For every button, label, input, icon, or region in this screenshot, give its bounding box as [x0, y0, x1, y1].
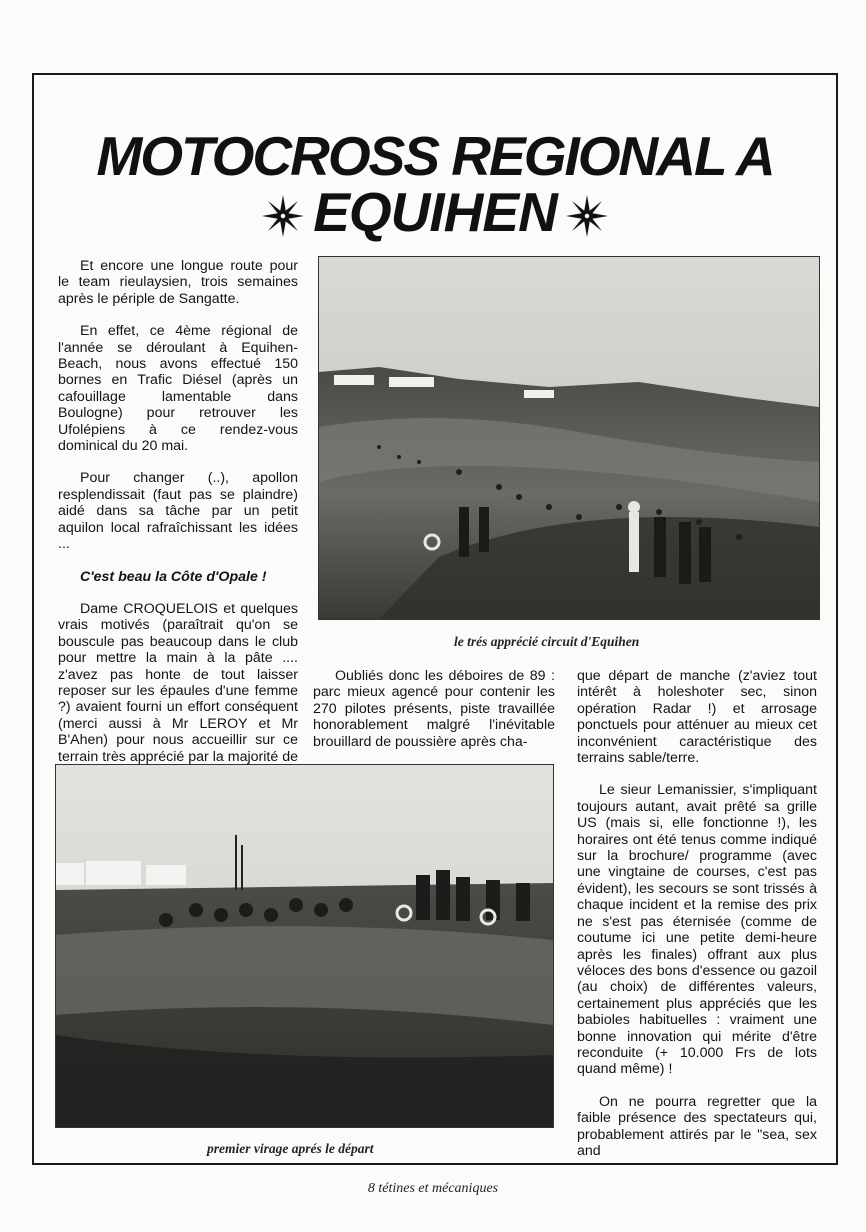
column-left — [58, 258, 298, 814]
first-turn-photo-image — [56, 765, 553, 1127]
paragraph: Pour changer (..), apollon resplendissait (faut pas se plaindre) aidé dans sa tâche par un petit aquilon local rafraîchissant les idées ... — [58, 470, 298, 553]
paragraph: Le sieur Lemanissier, s'impliquant toujours autant, avait prêté sa grille US (mais si, elle fonctionne !), les horaires ont été tenus comme indiqué sur la brochure/ programme (avec une vingtaine de courses, c'est pas évident), les secours se sont trissés à chaque incident et la remise des prix ne s'est pas éternisée (comme de coutume ici une petite demi-heure après les finales) offrant aux plus véloces des bons d'essence ou gazoil (au choix) de différentes valeurs, certainement plus appréciés que les babioles habituelles : vraiment une bonne innovation qui mérite d'être reconduite (+ 10.000 Frs de lots quand même) ! — [577, 782, 817, 1078]
photo-first-turn — [55, 764, 554, 1128]
paragraph: Oubliés donc les déboires de 89 : parc mieux agencé pour contenir les 270 pilotes présents, piste travaillée honorablement malgré l'inévitable brouillard de poussière après cha- — [313, 668, 555, 750]
photo-circuit — [318, 256, 820, 620]
article-title-word: EQUIHEN — [313, 181, 557, 243]
subheading: C'est beau la Côte d'Opale ! — [80, 568, 267, 585]
column-middle — [313, 668, 555, 766]
column-right — [577, 668, 817, 1175]
eight-point-star-icon — [261, 194, 305, 238]
article-title-line2 — [40, 182, 830, 242]
photo-caption-top: le trés apprécié circuit d'Equihen — [454, 634, 640, 649]
page-footer: 8 tétines et mécaniques — [367, 1181, 499, 1196]
paragraph: que départ de manche (z'aviez tout intérêt à holeshoter sec, sinon opération Radar !) et arrosage ponctuels pour atténuer au mieux cet inconvénient caractéristique des terrains sable/terre. — [577, 668, 817, 767]
eight-point-star-icon — [565, 194, 609, 238]
photo-caption-bottom: premier virage aprés le départ — [207, 1141, 374, 1156]
circuit-photo-image — [319, 257, 819, 619]
paragraph: On ne pourra regretter que la faible présence des spectateurs qui, probablement attirés par le "sea, sex and — [577, 1093, 817, 1159]
paragraph: En effet, ce 4ème régional de l'année se déroulant à Equihen-Beach, nous avons effectué 150 bornes en Trafic Diésel (après un cafouillage lamentable dans Boulogne) pour retrouver les Ufolépiens à ce rendez-vous dominical du 20 mai. — [58, 323, 298, 455]
paragraph: Dame CROQUELOIS et quelques vrais motivés (paraîtrait qu'on se bouscule pas beaucoup dans le club pour mettre la main à la pâte .... z'avez pas honte de tout laisser reposer sur les épaules d'une femme ?) avaient fourni un effort conséquent (merci aussi à Mr LEROY et Mr B'Ahen) pour nous accueillir sur ce terrain très apprécié par la majorité de — [58, 600, 298, 765]
article-title-line1: MOTOCROSS REGIONAL A — [96, 125, 774, 187]
paragraph: Et encore une longue route pour le team rieulaysien, trois semaines après le périple de Sangatte. — [58, 258, 298, 307]
